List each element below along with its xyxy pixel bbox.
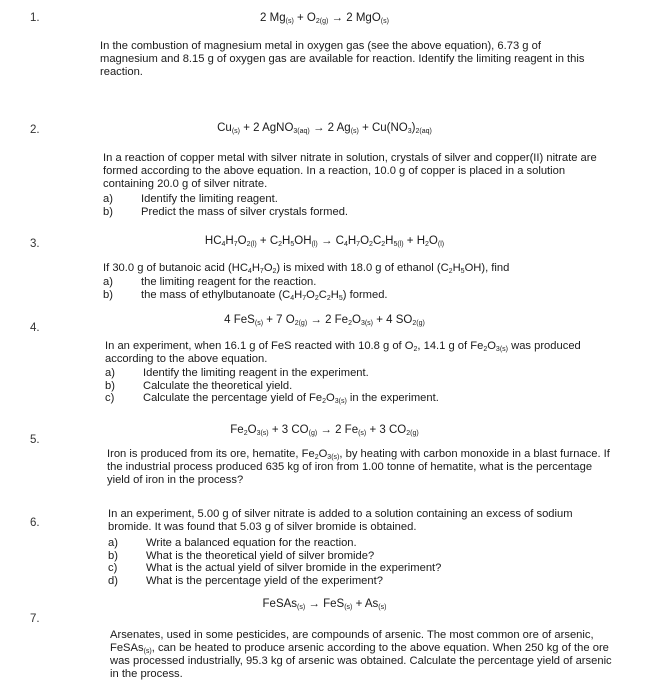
list-item: d) What is the percentage yield of the experiment? (108, 574, 383, 587)
question-6-text: In an experiment, 5.00 g of silver nitrate is added to a solution containing an excess of sodium bromide. It was found that 5.03 g of silver bromide is obtained. (108, 508, 573, 533)
question-5-number: 5. (30, 434, 40, 446)
list-item: a) the limiting reagent for the reaction. (103, 276, 317, 288)
list-item: c) Calculate the percentage yield of $Fe_2O_{3(s)}$ in the experiment. (105, 392, 439, 405)
question-1-equation: 2 $Mg_{(s)} + O_{2(g)} \to 2$ MgO$_{(s)}$ (260, 12, 389, 25)
question-7-text: Arsenates, used in some pesticides, are compounds of arsenic. The most common ore of arsenic, FeSAs$_{(s)}$, can be heated to produce arsenic according to the above equation. When 250 kg of the ore was processed industrially, 95.3 kg of arsenic was obtained. Calculate the percentage yield of arsenic in the process. (110, 629, 612, 680)
list-item: a) Identify the limiting reagent in the experiment. (105, 367, 369, 379)
question-3-equation: $HC_4H_7O_{2(l)} + C_2H_5OH_{(l)} \to C_4H_7O_2C_2H_{5(l)} + H_2O_{(l)}$ (204, 235, 445, 248)
question-4-text: In an experiment, when 16.1 g of FeS reacted with 10.8 g of $O_2$, 14.1 g of $Fe_2O_{3(s)}$ was produced according to the above equation. (105, 340, 581, 365)
question-3-text: If 30.0 g of butanoic acid $(HC_4H_7O_2)$ is mixed with 18.0 g of ethanol $(C_2H_5OH)$, find (103, 262, 510, 275)
question-6-subparts (108, 537, 441, 587)
list-item: b) Calculate the theoretical yield. (105, 379, 293, 392)
question-4-number: 4. (30, 322, 40, 334)
question-4-equation: 4 FeS$_{(s)}$ + 7 $O_{2(g)} \to 2$ $Fe_2O_{3(s)} + 4$ $SO_{2(g)}$ (224, 314, 425, 327)
question-7-number: 7. (30, 613, 40, 625)
question-7-equation: FeSAs$_{(s)}$ → $FeS_{(s)} + As_{(s)}$ (262, 598, 387, 611)
question-2-number: 2. (30, 124, 40, 136)
question-1-text: In the combustion of magnesium metal in oxygen gas (see the above equation), 6.73 g of magnesium and 8.15 g of oxygen gas are available for reaction. Identify the limiting reagent in this reaction. (100, 40, 585, 78)
question-2-subparts (103, 193, 348, 218)
list-item: b) the mass of ethylbutanoate $(C_4H_7O_2C_2H_5)$ formed. (103, 288, 388, 302)
question-3-number: 3. (30, 238, 40, 250)
list-item: c) What is the actual yield of silver bromide in the experiment? (108, 562, 442, 574)
question-5-text: Iron is produced from its ore, hematite, $Fe_2O_{3(s)}$, by heating with carbon monoxide in a blast furnace. If the industrial process produced 635 kg of iron from 1.00 tonne of hematite, what is the percentage yield of iron in the process? (107, 448, 610, 486)
list-item: b) What is the theoretical yield of silver bromide? (108, 549, 375, 562)
question-4-subparts (105, 367, 439, 405)
list-item: b) Predict the mass of silver crystals formed. (103, 205, 349, 218)
question-2-equation: $Cu_{(s)} + 2$ AgNO$_{3(aq)}$ → 2 $Ag_{(s)} + Cu(NO_3)_{2(aq)}$ (217, 122, 432, 135)
question-5-equation: $Fe_2O_{3(s)} + 3$ $CO_{(g)} \to 2$ $Fe_{(s)} + 3$ $CO_{2(g)}$ (230, 424, 419, 437)
list-item: a) Identify the limiting reagent. (103, 193, 278, 205)
question-2-text: In a reaction of copper metal with silver nitrate in solution, crystals of silver and copper(II) nitrate are formed according to the above equation. In a reaction, 10.0 g of copper is placed in a solution containing 20.0 g of silver nitrate. (103, 152, 597, 190)
question-6-number: 6. (30, 517, 40, 529)
question-3-subparts (103, 276, 388, 301)
question-1-number: 1. (30, 12, 40, 24)
list-item: a) Write a balanced equation for the reaction. (108, 537, 357, 549)
